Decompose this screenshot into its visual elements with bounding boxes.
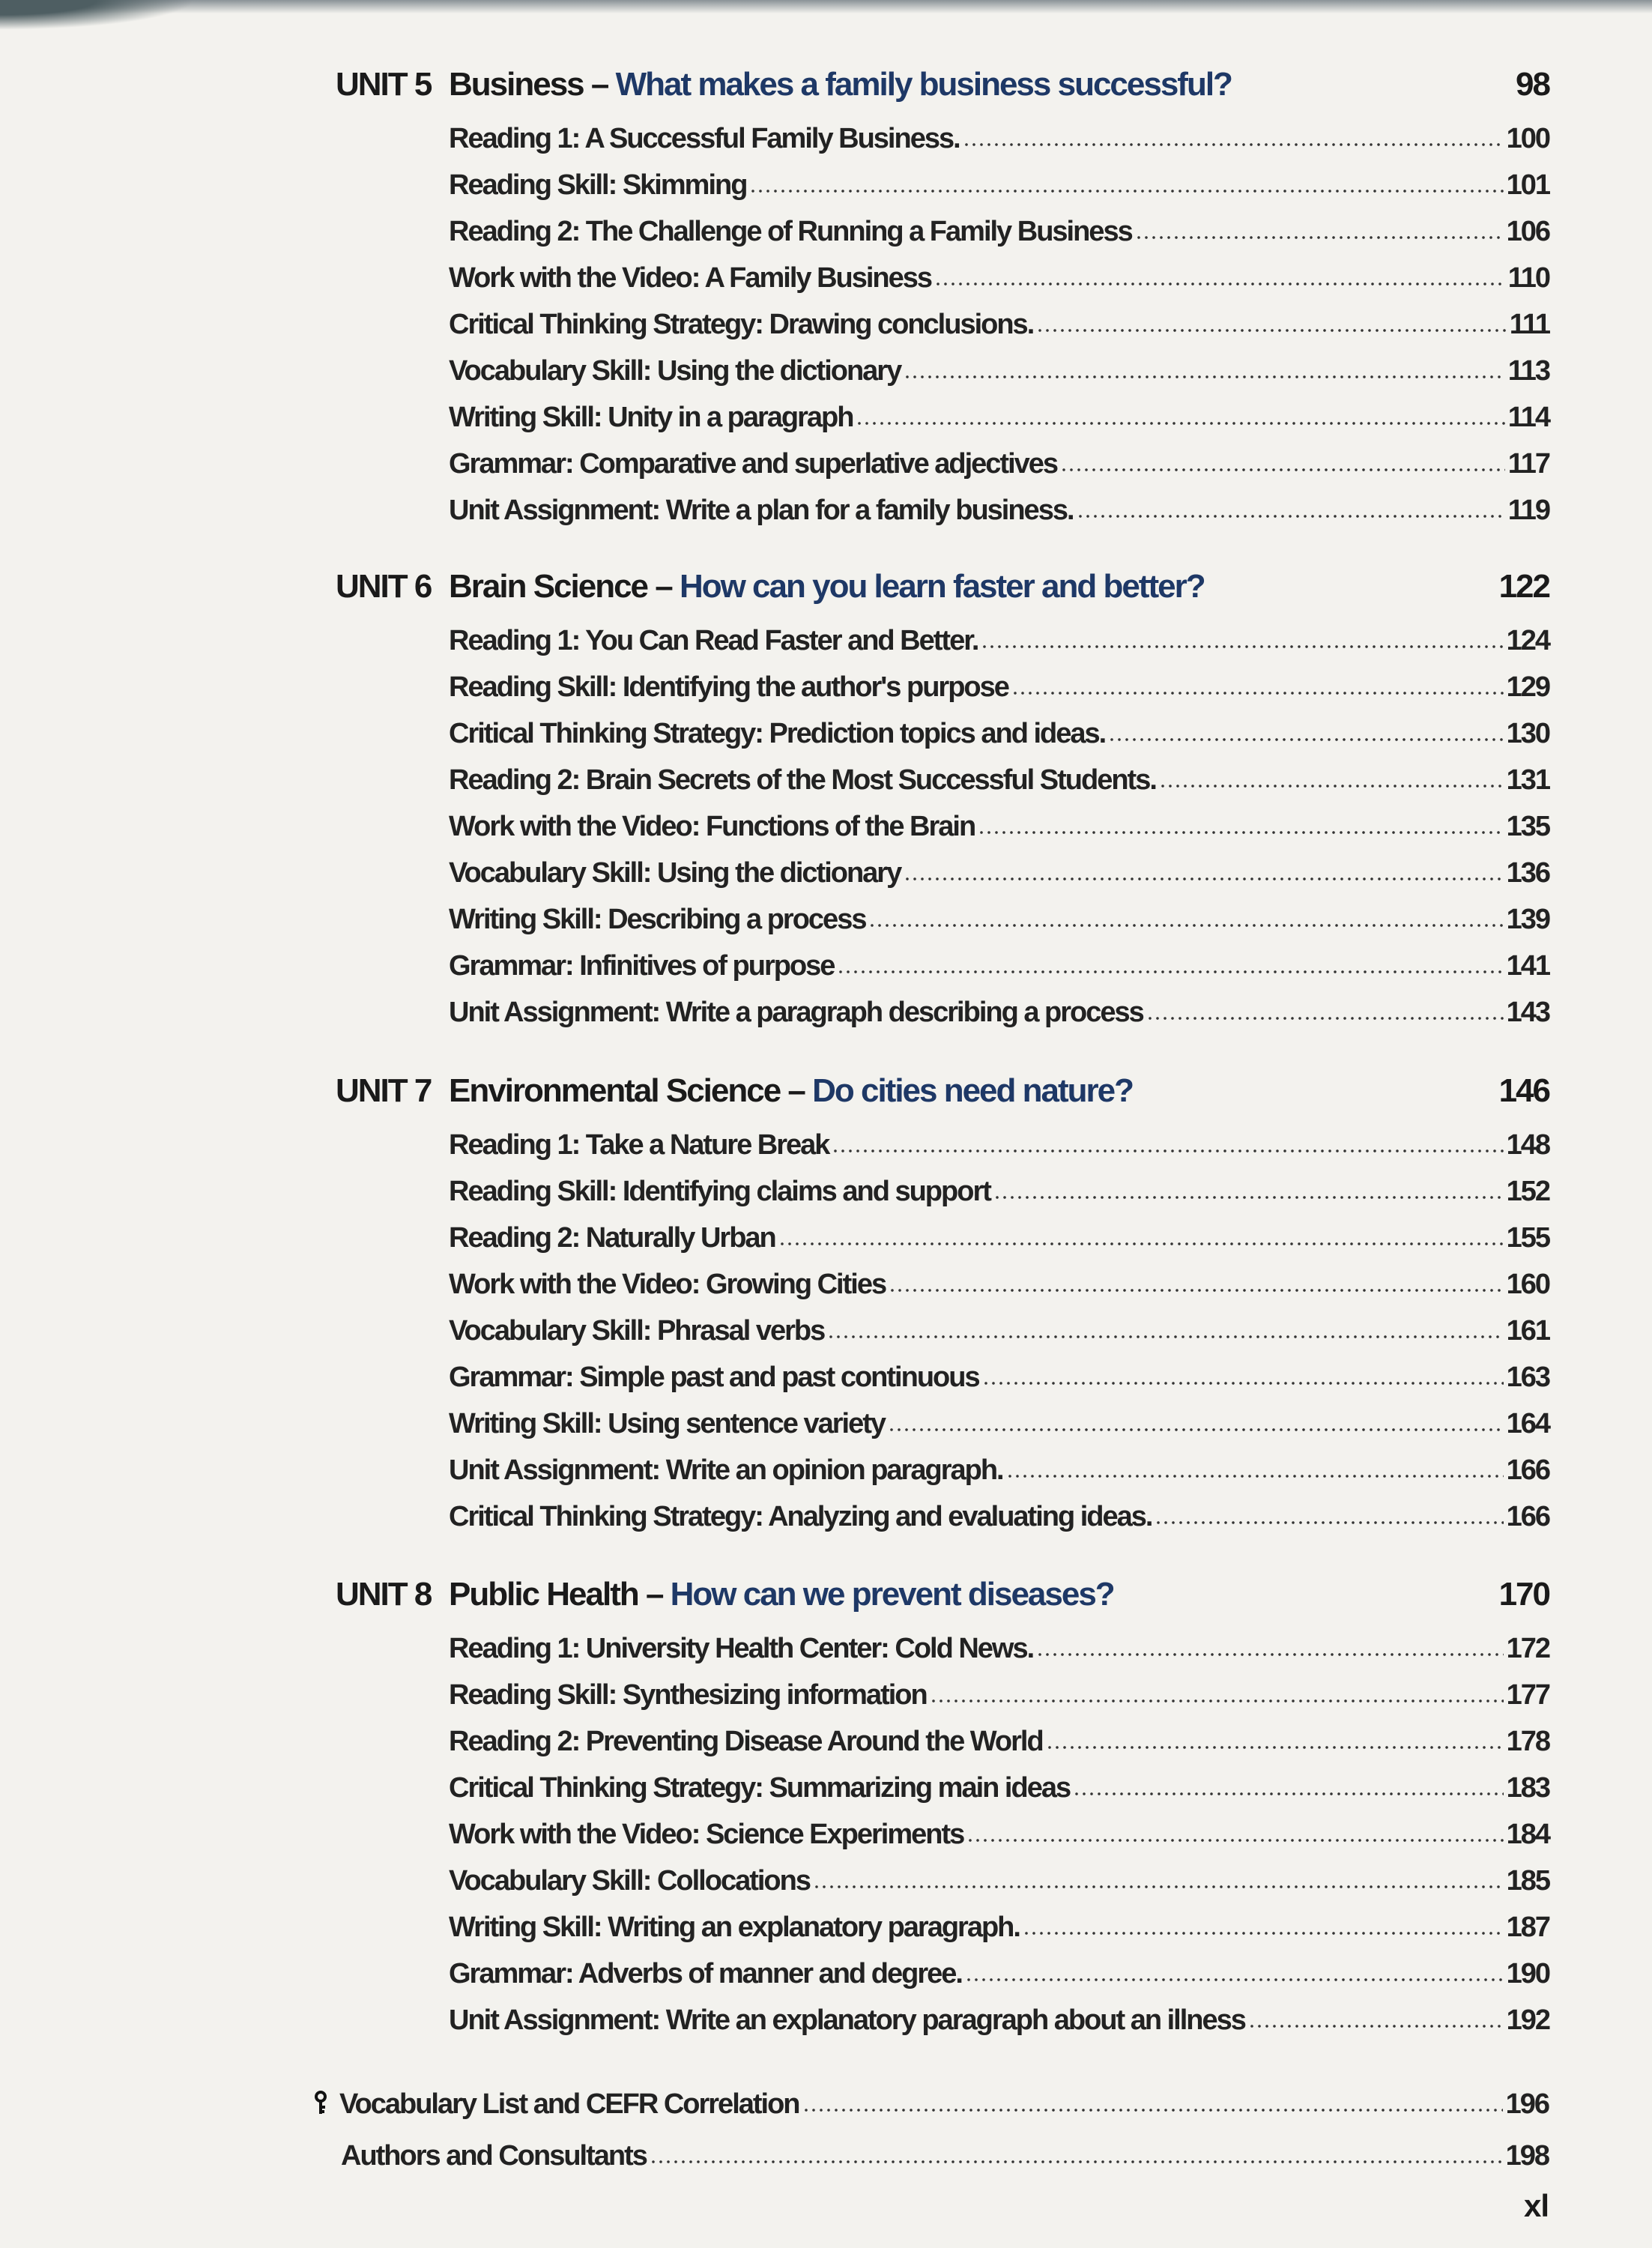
dot-leader [1108, 737, 1503, 742]
toc-entry[interactable] [449, 1772, 1549, 1819]
entry-page: 129 [1506, 671, 1549, 703]
dot-leader [1036, 1652, 1503, 1657]
entry-page: 192 [1506, 2004, 1549, 2036]
unit-label: UNIT 5 [336, 66, 432, 103]
entry-page: 166 [1506, 1454, 1549, 1486]
dot-leader [778, 1242, 1504, 1246]
entry-title: Work with the Video: Science Experiments [449, 1819, 964, 1850]
unit-subject: Environmental Science [449, 1072, 781, 1109]
dot-leader [1023, 1931, 1504, 1936]
entry-page: 124 [1506, 625, 1549, 656]
unit-header[interactable] [336, 1072, 1549, 1129]
entry-title: Work with the Video: Growing Cities [449, 1269, 886, 1300]
toc-entry[interactable] [449, 309, 1549, 355]
toc-entry[interactable] [449, 1679, 1549, 1726]
entry-page: 148 [1506, 1129, 1549, 1161]
entry-page: 163 [1506, 1362, 1549, 1393]
dot-leader [1159, 784, 1504, 788]
entry-page: 183 [1506, 1772, 1549, 1804]
toc-entry-authors[interactable] [341, 2140, 1549, 2187]
unit-section [336, 568, 1549, 1043]
toc-entry[interactable] [449, 1269, 1549, 1315]
entry-page: 139 [1506, 904, 1549, 935]
key-icon [312, 2091, 329, 2116]
entry-page: 184 [1506, 1819, 1549, 1850]
unit-question: How can we prevent diseases? [670, 1576, 1114, 1613]
entry-page: 136 [1506, 857, 1549, 889]
dot-leader [837, 970, 1503, 974]
entry-page: 106 [1506, 216, 1549, 247]
dot-leader [1155, 1520, 1503, 1525]
entry-page: 198 [1505, 2140, 1549, 2172]
entry-page: 131 [1506, 764, 1549, 796]
entry-title: Writing Skill: Describing a process [449, 904, 866, 935]
toc-entry[interactable] [449, 997, 1549, 1043]
toc-entry[interactable] [449, 216, 1549, 262]
toc-entry[interactable] [449, 811, 1549, 857]
toc-entry[interactable] [449, 625, 1549, 671]
entry-page: 114 [1507, 402, 1549, 433]
toc-entry[interactable] [449, 1912, 1549, 1958]
dot-leader [1135, 235, 1504, 240]
entry-title: Reading 1: University Health Center: Cold News. [449, 1633, 1034, 1664]
entry-title: Reading 2: Preventing Disease Around the World [449, 1726, 1043, 1757]
entry-page: 101 [1506, 169, 1549, 201]
dash: – [638, 1576, 671, 1613]
dot-leader [1046, 1745, 1504, 1750]
entry-title: Work with the Video: A Family Business [449, 262, 932, 294]
unit-question: How can you learn faster and better? [679, 568, 1205, 605]
entry-page: 166 [1506, 1501, 1549, 1532]
dot-leader [965, 1977, 1504, 1982]
page-number: xl [1523, 2188, 1549, 2223]
toc-entry[interactable] [449, 355, 1549, 402]
entry-title: Unit Assignment: Write an opinion paragraph. [449, 1454, 1003, 1486]
dot-leader [1036, 328, 1507, 333]
entry-title: Vocabulary Skill: Collocations [449, 1865, 810, 1897]
entry-title: Reading 2: Brain Secrets of the Most Successful Students. [449, 764, 1156, 796]
entry-page: 143 [1506, 997, 1549, 1028]
entry-title: Reading Skill: Skimming [449, 169, 747, 201]
entry-title: Writing Skill: Unity in a paragraph [449, 402, 853, 433]
entry-page: 152 [1506, 1176, 1549, 1207]
dot-leader [982, 1381, 1504, 1386]
toc-entry[interactable] [449, 1129, 1549, 1176]
toc-entry[interactable] [449, 1362, 1549, 1408]
unit-page: 146 [1498, 1072, 1549, 1109]
entry-title: Vocabulary Skill: Using the dictionary [449, 355, 901, 387]
dot-leader [1006, 1474, 1504, 1478]
entry-title: Reading 1: You Can Read Faster and Better. [449, 625, 978, 656]
dot-leader [1248, 2024, 1504, 2028]
entry-page: 130 [1506, 718, 1549, 749]
toc-entry[interactable] [449, 1454, 1549, 1501]
entry-page: 196 [1505, 2088, 1549, 2120]
entry-title: Grammar: Infinitives of purpose [449, 950, 835, 982]
dash: – [583, 66, 616, 103]
entry-page: 111 [1509, 309, 1549, 340]
toc-entry[interactable] [449, 1222, 1549, 1269]
unit-question: What makes a family business successful? [615, 66, 1232, 103]
toc-entry[interactable] [449, 495, 1549, 541]
entry-title: Critical Thinking Strategy: Summarizing main ideas [449, 1772, 1071, 1804]
dot-leader [963, 142, 1504, 147]
unit-subject: Business [449, 66, 584, 103]
entry-title: Reading Skill: Identifying the author's purpose [449, 671, 1008, 703]
dash: – [647, 568, 680, 605]
toc-entry[interactable] [449, 904, 1549, 950]
dot-leader [904, 877, 1503, 881]
entry-page: 185 [1506, 1865, 1549, 1897]
unit-page: 122 [1498, 568, 1549, 605]
entry-title: Writing Skill: Using sentence variety [449, 1408, 886, 1439]
entry-title: Reading Skill: Synthesizing information [449, 1679, 927, 1711]
entry-title: Reading Skill: Identifying claims and support [449, 1176, 990, 1207]
entry-title: Unit Assignment: Write a plan for a family business. [449, 495, 1074, 526]
dot-leader [650, 2160, 1503, 2164]
toc-entry[interactable] [449, 1315, 1549, 1362]
entry-title: Reading 2: The Challenge of Running a Family Business [449, 216, 1132, 247]
dot-leader [749, 189, 1503, 193]
unit-page: 170 [1498, 1576, 1549, 1613]
entry-page: 164 [1506, 1408, 1549, 1439]
dot-leader [1011, 691, 1504, 695]
dot-leader [966, 1838, 1503, 1843]
dot-leader [981, 644, 1503, 649]
entry-page: 141 [1506, 950, 1549, 982]
page-corner-shadow [0, 0, 195, 30]
dot-leader [934, 282, 1505, 286]
entry-title: Reading 2: Naturally Urban [449, 1222, 775, 1254]
entry-page: 187 [1506, 1912, 1549, 1943]
entry-title: Authors and Consultants [341, 2140, 647, 2172]
entry-title: Grammar: Adverbs of manner and degree. [449, 1958, 962, 1989]
dot-leader [1060, 468, 1505, 472]
entry-page: 172 [1506, 1633, 1549, 1664]
entry-page: 190 [1506, 1958, 1549, 1989]
entry-title: Reading 1: Take a Nature Break [449, 1129, 829, 1161]
unit-label: UNIT 7 [336, 1072, 432, 1109]
toc-entry[interactable] [449, 1958, 1549, 2004]
dot-leader [1077, 514, 1505, 519]
entry-title: Vocabulary List and CEFR Correlation [339, 2088, 799, 2120]
dash: – [780, 1072, 813, 1109]
toc-entry[interactable] [449, 718, 1549, 764]
unit-section [336, 1576, 1549, 2051]
dot-leader [904, 375, 1504, 379]
unit-header[interactable] [336, 66, 1549, 123]
entry-page: 110 [1507, 262, 1549, 294]
dot-leader [856, 421, 1504, 426]
entry-page: 135 [1506, 811, 1549, 842]
dot-leader [889, 1288, 1504, 1293]
toc-entry[interactable] [449, 1819, 1549, 1865]
toc-entry[interactable] [449, 2004, 1549, 2051]
dot-leader [993, 1195, 1504, 1200]
entry-title: Vocabulary Skill: Using the dictionary [449, 857, 901, 889]
back-matter [312, 2088, 1549, 2187]
dot-leader [978, 830, 1503, 835]
page-edge-shadow [0, 0, 1652, 13]
toc-entry[interactable] [449, 169, 1549, 216]
toc-entry-vocabulary-list[interactable] [312, 2088, 1549, 2134]
toc-entry[interactable] [449, 950, 1549, 997]
entry-page: 160 [1506, 1269, 1549, 1300]
dot-leader [868, 923, 1503, 928]
unit-subject: Brain Science [449, 568, 648, 605]
entry-title: Critical Thinking Strategy: Prediction topics and ideas. [449, 718, 1106, 749]
toc-entry[interactable] [449, 764, 1549, 811]
entry-title: Work with the Video: Functions of the Brain [449, 811, 975, 842]
dot-leader [1073, 1792, 1504, 1796]
entry-title: Writing Skill: Writing an explanatory paragraph. [449, 1912, 1020, 1943]
unit-question: Do cities need nature? [812, 1072, 1133, 1109]
unit-section [336, 1072, 1549, 1547]
toc-entry[interactable] [449, 1408, 1549, 1454]
toc-entry[interactable] [449, 123, 1549, 169]
entry-title: Grammar: Simple past and past continuous [449, 1362, 979, 1393]
dot-leader [888, 1427, 1504, 1432]
toc-entry[interactable] [449, 448, 1549, 495]
entry-page: 119 [1507, 495, 1549, 526]
entry-page: 178 [1506, 1726, 1549, 1757]
toc-entry[interactable] [449, 402, 1549, 448]
entry-title: Reading 1: A Successful Family Business. [449, 123, 960, 154]
entry-page: 100 [1506, 123, 1549, 154]
unit-section [336, 66, 1549, 541]
entry-page: 161 [1506, 1315, 1549, 1347]
toc-entry[interactable] [449, 1726, 1549, 1772]
toc-entry[interactable] [449, 262, 1549, 309]
entry-title: Unit Assignment: Write an explanatory paragraph about an illness [449, 2004, 1245, 2036]
toc-entry[interactable] [449, 1865, 1549, 1912]
toc-entry[interactable] [449, 1633, 1549, 1679]
unit-label: UNIT 6 [336, 568, 432, 605]
dot-leader [827, 1335, 1503, 1339]
toc-entry[interactable] [449, 671, 1549, 718]
toc-entry[interactable] [449, 1501, 1549, 1547]
entry-title: Critical Thinking Strategy: Drawing conclusions. [449, 309, 1034, 340]
toc-entry[interactable] [449, 857, 1549, 904]
entry-page: 177 [1506, 1679, 1549, 1711]
unit-page: 98 [1516, 66, 1549, 103]
unit-subject: Public Health [449, 1576, 638, 1613]
entry-title: Vocabulary Skill: Phrasal verbs [449, 1315, 825, 1347]
dot-leader [813, 1885, 1504, 1889]
entry-title: Unit Assignment: Write a paragraph describing a process [449, 997, 1143, 1028]
unit-header[interactable] [336, 1576, 1549, 1633]
entry-page: 155 [1506, 1222, 1549, 1254]
toc-entry[interactable] [449, 1176, 1549, 1222]
dot-leader [1146, 1016, 1504, 1021]
entry-page: 117 [1507, 448, 1549, 480]
entry-page: 113 [1507, 355, 1549, 387]
dot-leader [930, 1699, 1504, 1703]
entry-title: Critical Thinking Strategy: Analyzing and evaluating ideas. [449, 1501, 1152, 1532]
dot-leader [802, 2108, 1503, 2112]
unit-header[interactable] [336, 568, 1549, 625]
unit-label: UNIT 8 [336, 1576, 432, 1613]
dot-leader [832, 1149, 1503, 1153]
entry-title: Grammar: Comparative and superlative adjectives [449, 448, 1058, 480]
